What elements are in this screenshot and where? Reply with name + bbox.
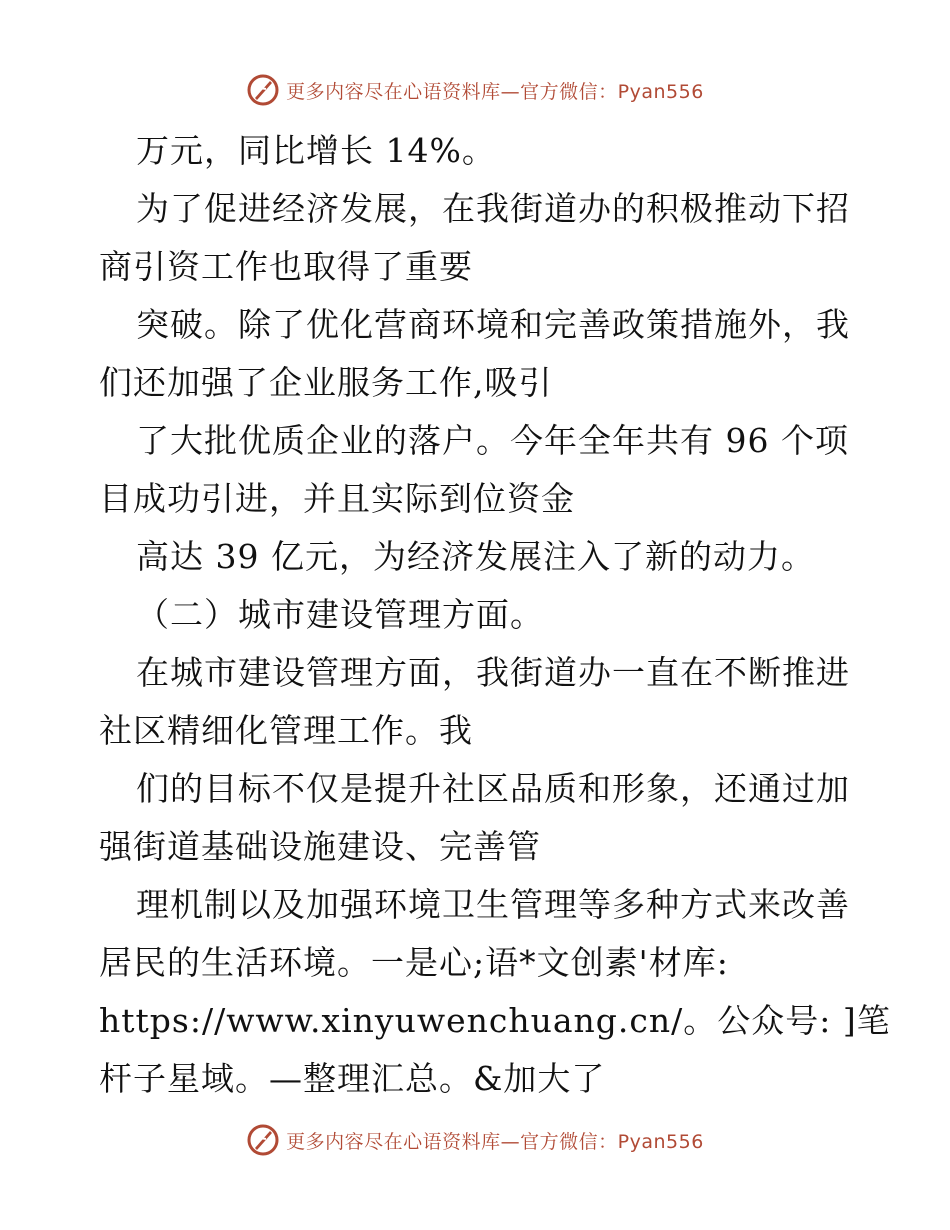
watermark-banner-bottom [0,1120,950,1160]
quill-logo-icon [246,73,280,107]
text-line: 目成功引进，并且实际到位资金 [99,479,575,518]
text-line: 理机制以及加强环境卫生管理等多种方式来改善 [136,885,850,924]
text-line: 了大批优质企业的落户。今年全年共有 96 个项 [136,421,849,460]
document-body [99,122,891,1108]
text-line: 在城市建设管理方面，我街道办一直在不断推进 [136,653,850,692]
text-line: 们还加强了企业服务工作,吸引 [99,363,553,402]
quill-logo-icon [246,1123,280,1157]
section-heading: （二）城市建设管理方面。 [136,595,544,634]
text-line: 为了促进经济发展，在我街道办的积极推动下招 [136,189,850,228]
text-line: 商引资工作也取得了重要 [99,247,473,286]
text-line: 杆子星域。—整理汇总。&加大了 [99,1059,606,1098]
watermark-text: 更多内容尽在心语资料库—官方微信：Pyan556 [286,1130,704,1153]
watermark-banner-top [0,70,950,110]
text-line: 强街道基础设施建设、完善管 [99,827,541,866]
watermark-text: 更多内容尽在心语资料库—官方微信：Pyan556 [286,80,704,103]
text-line: 居民的生活环境。一是心;语*文创素'材库: [99,943,729,982]
text-line: 突破。除了优化营商环境和完善政策措施外，我 [136,305,850,344]
text-line: 们的目标不仅是提升社区品质和形象，还通过加 [136,769,850,808]
text-line: https://www.xinyuwenchuang.cn/。公众号: ]笔 [99,1001,891,1040]
text-line: 社区精细化管理工作。我 [99,711,473,750]
text-line: 万元，同比增长 14%。 [136,131,496,170]
text-line: 高达 39 亿元，为经济发展注入了新的动力。 [136,537,815,576]
